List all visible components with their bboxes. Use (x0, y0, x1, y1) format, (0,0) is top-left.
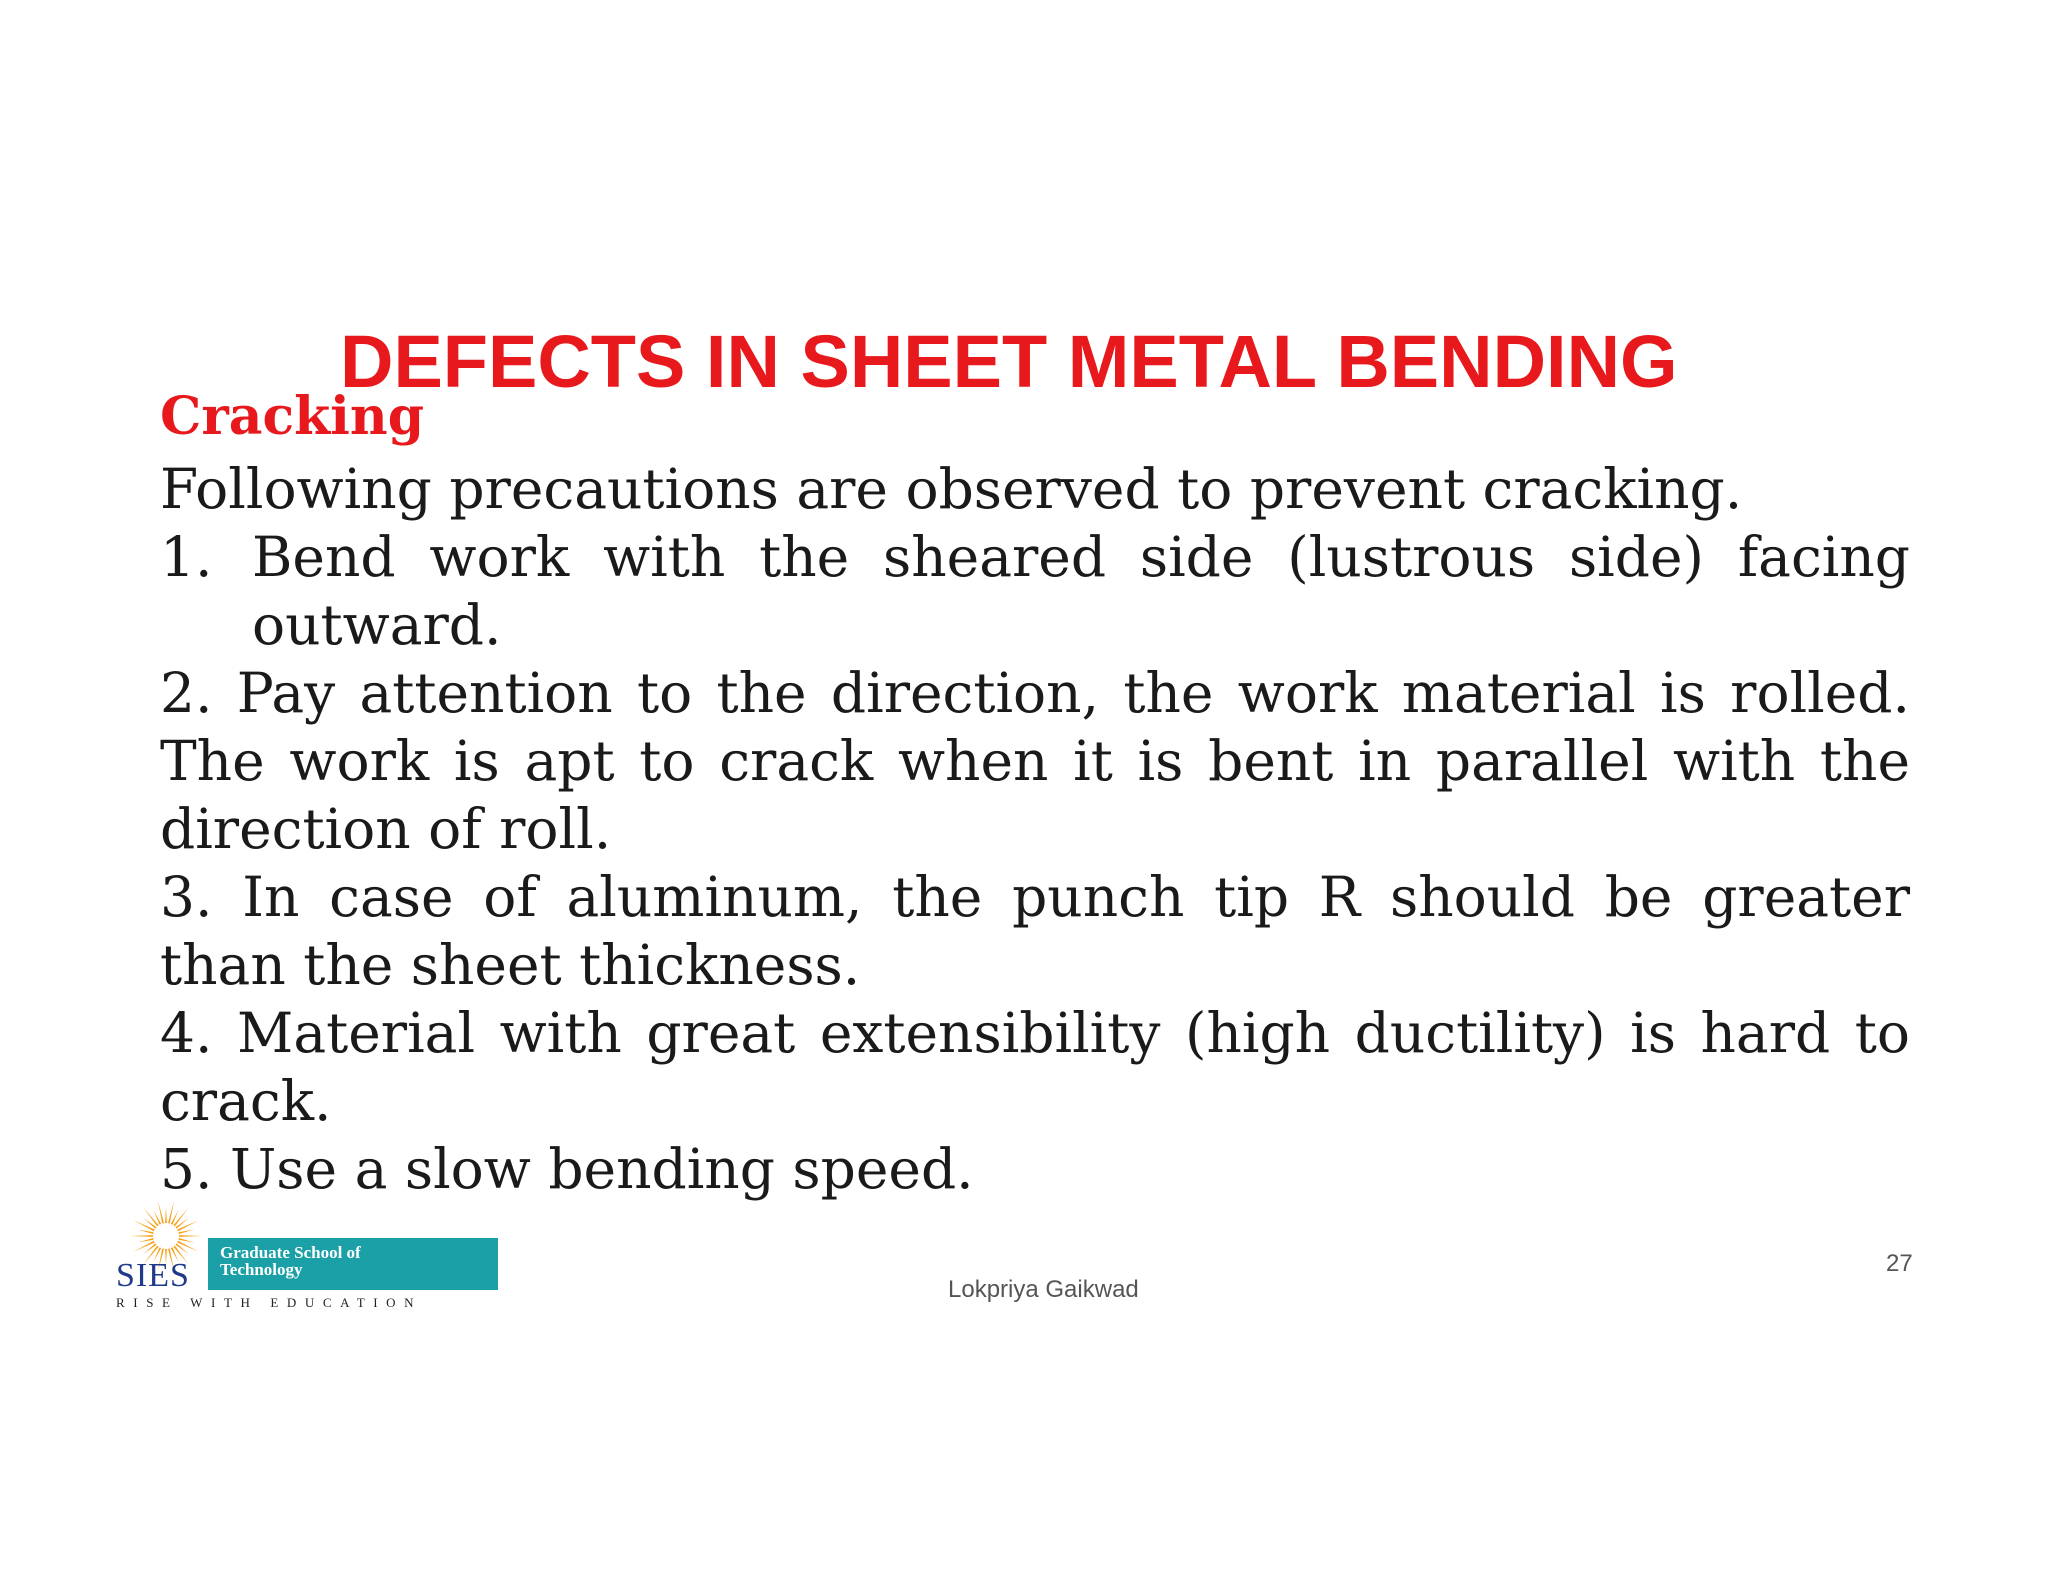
logo-school-box (208, 1238, 498, 1290)
logo-tagline: RISE WITH EDUCATION (116, 1295, 423, 1310)
sies-logo (112, 1196, 423, 1310)
sun-ray (138, 1230, 154, 1234)
sun-ray (178, 1230, 194, 1234)
sun-ray (165, 1207, 167, 1223)
logo-school-line-1: Graduate School of (220, 1243, 361, 1262)
sun-ray (176, 1243, 189, 1254)
sun-ray (143, 1218, 156, 1229)
sun-ray (134, 1241, 155, 1252)
sun-ray (177, 1241, 198, 1252)
list-item: 3. In case of aluminum, the punch tip R should be greater than the sheet thickness. (160, 865, 1910, 997)
sun-ray (176, 1218, 189, 1229)
list-item-number: 1. (160, 525, 213, 589)
sun-ray (178, 1238, 194, 1242)
sun-ray (130, 1235, 153, 1237)
sun-ray (138, 1238, 154, 1242)
logo-wordmark: SIES (116, 1257, 190, 1294)
list-item: 5. Use a slow bending speed. (160, 1137, 974, 1201)
list-item: 2. Pay attention to the direction, the work material is rolled. The work is apt to crack when it is bent in parallel with the direction of roll. (160, 661, 1910, 861)
list-item-text: Bend work with the sheared side (lustrous side) facing outward. (252, 525, 1910, 657)
sun-ray (134, 1220, 155, 1231)
sun-ray (177, 1220, 198, 1231)
sun-ray (143, 1243, 156, 1254)
list-item (160, 523, 1910, 659)
footer-author: Lokpriya Gaikwad (948, 1276, 1139, 1303)
slide-title: DEFECTS IN SHEET METAL BENDING (340, 320, 1678, 403)
sun-ray (179, 1235, 202, 1237)
logo-school-line-2: Technology (220, 1260, 303, 1279)
section-heading: Cracking (160, 386, 425, 447)
page-number: 27 (1886, 1250, 1913, 1277)
list-item: 4. Material with great extensibility (high ductility) is hard to crack. (160, 1001, 1910, 1133)
intro-text: Following precautions are observed to prevent cracking. (160, 457, 1743, 521)
